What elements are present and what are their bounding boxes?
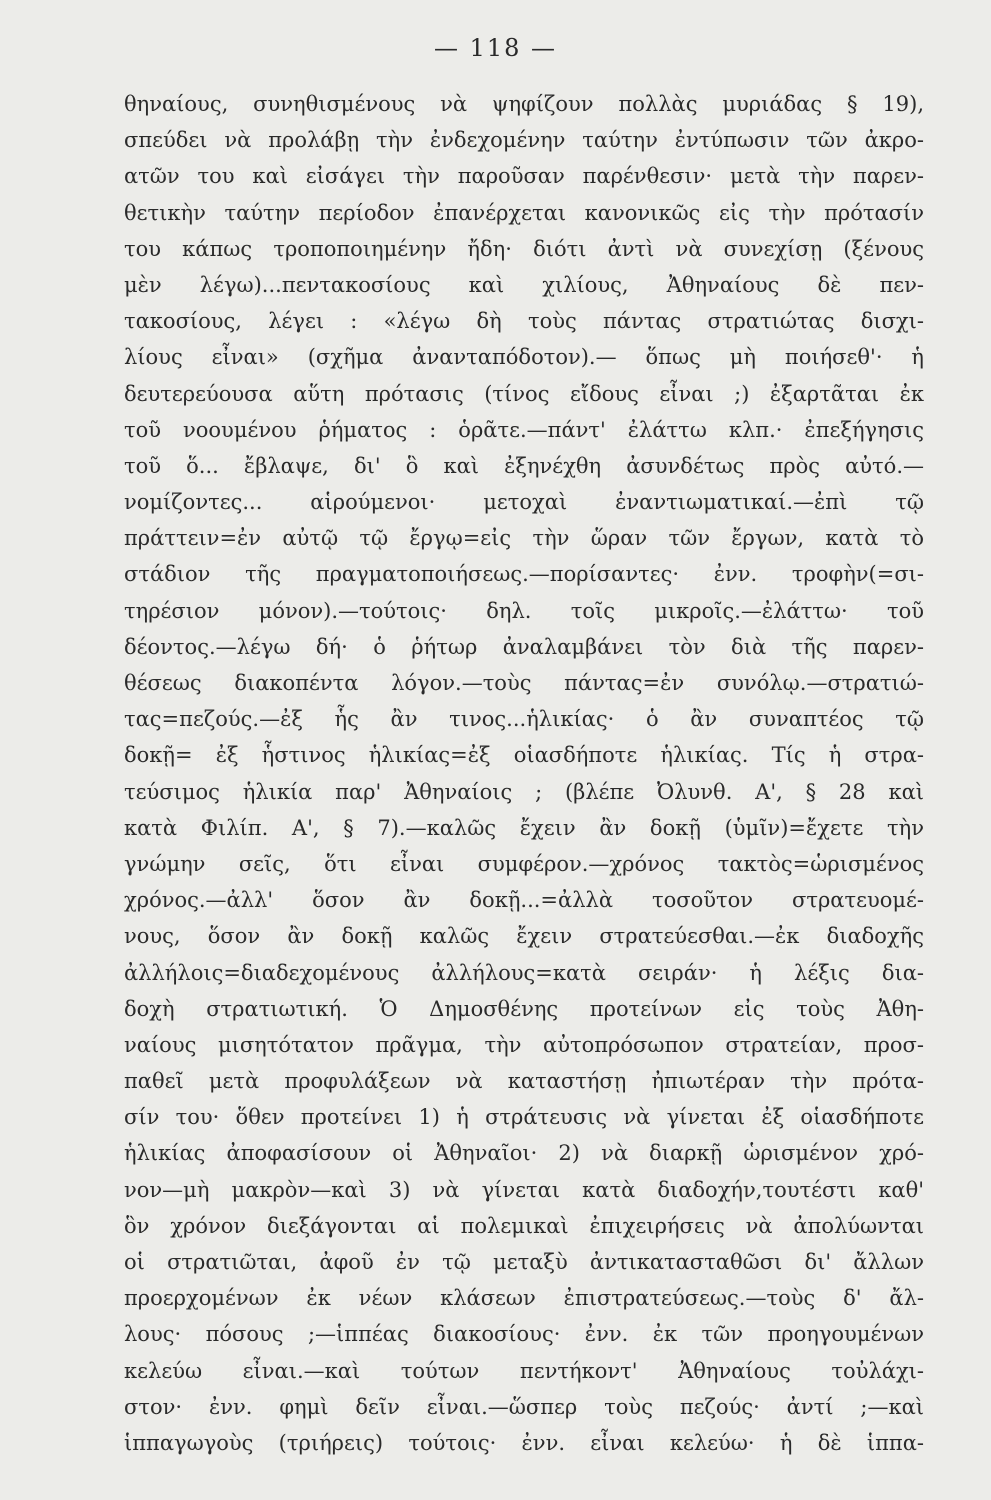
text-line: νον—μὴ μακρὸν—καὶ 3) νὰ γίνεται κατὰ διαδοχήν,τουτέστι καθ' [124,1177,924,1202]
text-line: ναίους μισητότατον πρᾶγμα, τὴν αὐτοπρόσωπον στρατείαν, προσ- [124,1032,924,1057]
text-line: σπεύδει νὰ προλάβῃ τὴν ἐνδεχομένην ταύτην ἐντύπωσιν τῶν ἀκρο- [124,128,924,153]
text-line: θέσεως διακοπέντα λόγον.—τοὺς πάντας=ἐν συνόλῳ.—στρατιώ- [124,671,924,695]
text-line: ἀλλήλοις=διαδεχομένους ἀλλήλους=κατὰ σειράν· ἡ λέξις δια- [124,960,924,985]
text-line: σίν του· ὅθεν προτείνει 1) ἡ στράτευσις νὰ γίνεται ἐξ οἱασδήποτε [124,1105,924,1130]
text-line: οἱ στρατιῶται, ἀφοῦ ἐν τῷ μεταξὺ ἀντικατασταθῶσι δι' ἄλλων [124,1250,924,1274]
text-line: θηναίους, συνηθισμένους νὰ ψηφίζουν πολλὰς μυριάδας § 19), [124,92,924,116]
text-line: προερχομένων ἐκ νέων κλάσεων ἐπιστρατεύσεως.—τοὺς δ' ἄλ- [124,1286,924,1311]
text-line: νομίζοντες... αἱρούμενοι· μετοχαὶ ἐναντιωματικαί.—ἐπὶ τῷ [124,490,924,515]
text-line: τηρέσιον μόνον).—τούτοις· δηλ. τοῖς μικροῖς.—ἐλάττω· τοῦ [124,598,924,623]
text-line: τεύσιμος ἡλικία παρ' Ἀθηναίοις ; (βλέπε Ὀλυνθ. Α', § 28 καὶ [124,779,924,804]
text-line: δευτερεύουσα αὕτη πρότασις (τίνος εἴδους εἶναι ;) ἐξαρτᾶται ἐκ [124,381,924,406]
text-line: τοῦ ὅ... ἔβλαψε, δι' ὃ καὶ ἐξηνέχθη ἀσυνδέτως πρὸς αὐτό.— [124,453,924,478]
text-line: στον· ἐνν. φημὶ δεῖν εἶναι.—ὥσπερ τοὺς πεζούς· ἀντί ;—καὶ [124,1394,924,1419]
text-line: δοχὴ στρατιωτική. Ὁ Δημοσθένης προτείνων εἰς τοὺς Ἀθη- [124,996,924,1021]
text-line: ατῶν του καὶ εἰσάγει τὴν παροῦσαν παρένθεσιν· μετὰ τὴν παρεν- [124,164,924,189]
text-line: ἱππαγωγοὺς (τριήρεις) τούτοις· ἐνν. εἶναι κελεύω· ἡ δὲ ἱππα- [124,1430,924,1455]
text-line: λίους εἶναι» (σχῆμα ἀνανταπόδοτον).— ὅπως μὴ ποιήσεθ'· ἡ [124,345,924,370]
text-line: κατὰ Φιλίπ. Α', § 7).—καλῶς ἔχειν ἂν δοκῇ (ὑμῖν)=ἔχετε τὴν [124,815,924,840]
text-line: ὃν χρόνον διεξάγονται αἱ πολεμικαὶ ἐπιχειρήσεις νὰ ἀπολύωνται [124,1213,924,1238]
text-line: λους· πόσους ;—ἱππέας διακοσίους· ἐνν. ἐκ τῶν προηγουμένων [124,1322,924,1347]
text-line: δέοντος.—λέγω δή· ὁ ῥήτωρ ἀναλαμβάνει τὸν διὰ τῆς παρεν- [124,634,924,659]
text-line: κελεύω εἶναι.—καὶ τούτων πεντήκοντ' Ἀθηναίους τοὐλάχι- [124,1358,924,1383]
text-line: παθεῖ μετὰ προφυλάξεων νὰ καταστήσῃ ἠπιωτέραν τὴν πρότα- [124,1069,924,1094]
text-line: δοκῇ= ἐξ ἧστινος ἡλικίας=ἐξ οἱασδήποτε ἡλικίας. Τίς ἡ στρα- [124,743,924,768]
text-line: μὲν λέγω)...πεντακοσίους καὶ χιλίους, Ἀθηναίους δὲ πεν- [124,272,924,297]
text-line: τοῦ νοουμένου ῥήματος : ὁρᾶτε.—πάντ' ἐλάττω κλπ.· ἐπεξήγησις [124,417,924,442]
text-line: πράττειν=ἐν αὐτῷ τῷ ἔργῳ=εἰς τὴν ὥραν τῶν ἔργων, κατὰ τὸ [124,526,924,551]
page-number: — 118 — [433,34,558,62]
text-line: χρόνος.—ἀλλ' ὅσον ἂν δοκῇ...=ἀλλὰ τοσοῦτον στρατευομέ- [124,888,924,913]
text-line: στάδιον τῆς πραγματοποιήσεως.—πορίσαντες· ἐνν. τροφὴν(=σι- [124,562,924,587]
text-line: γνώμην σεῖς, ὅτι εἶναι συμφέρον.—χρόνος τακτὸς=ὡρισμένος [124,851,924,876]
text-line: νους, ὅσον ἂν δοκῇ καλῶς ἔχειν στρατεύεσθαι.—ἐκ διαδοχῆς [124,924,924,949]
text-line: του κάπως τροποποιημένην ἤδη· διότι ἀντὶ νὰ συνεχίσῃ (ξένους [124,236,924,261]
text-line: τακοσίους, λέγει : «λέγω δὴ τοὺς πάντας στρατιώτας δισχι- [124,309,924,334]
text-line: ἡλικίας ἀποφασίσουν οἱ Ἀθηναῖοι· 2) νὰ διαρκῇ ὡρισμένον χρό- [124,1141,924,1166]
text-line: τας=πεζούς.—ἐξ ἧς ἂν τινος...ἡλικίας· ὁ ἂν συναπτέος τῷ [124,707,924,732]
body-text [124,86,924,1461]
text-line: θετικὴν ταύτην περίοδον ἐπανέρχεται κανονικῶς εἰς τὴν πρότασίν [124,200,924,225]
